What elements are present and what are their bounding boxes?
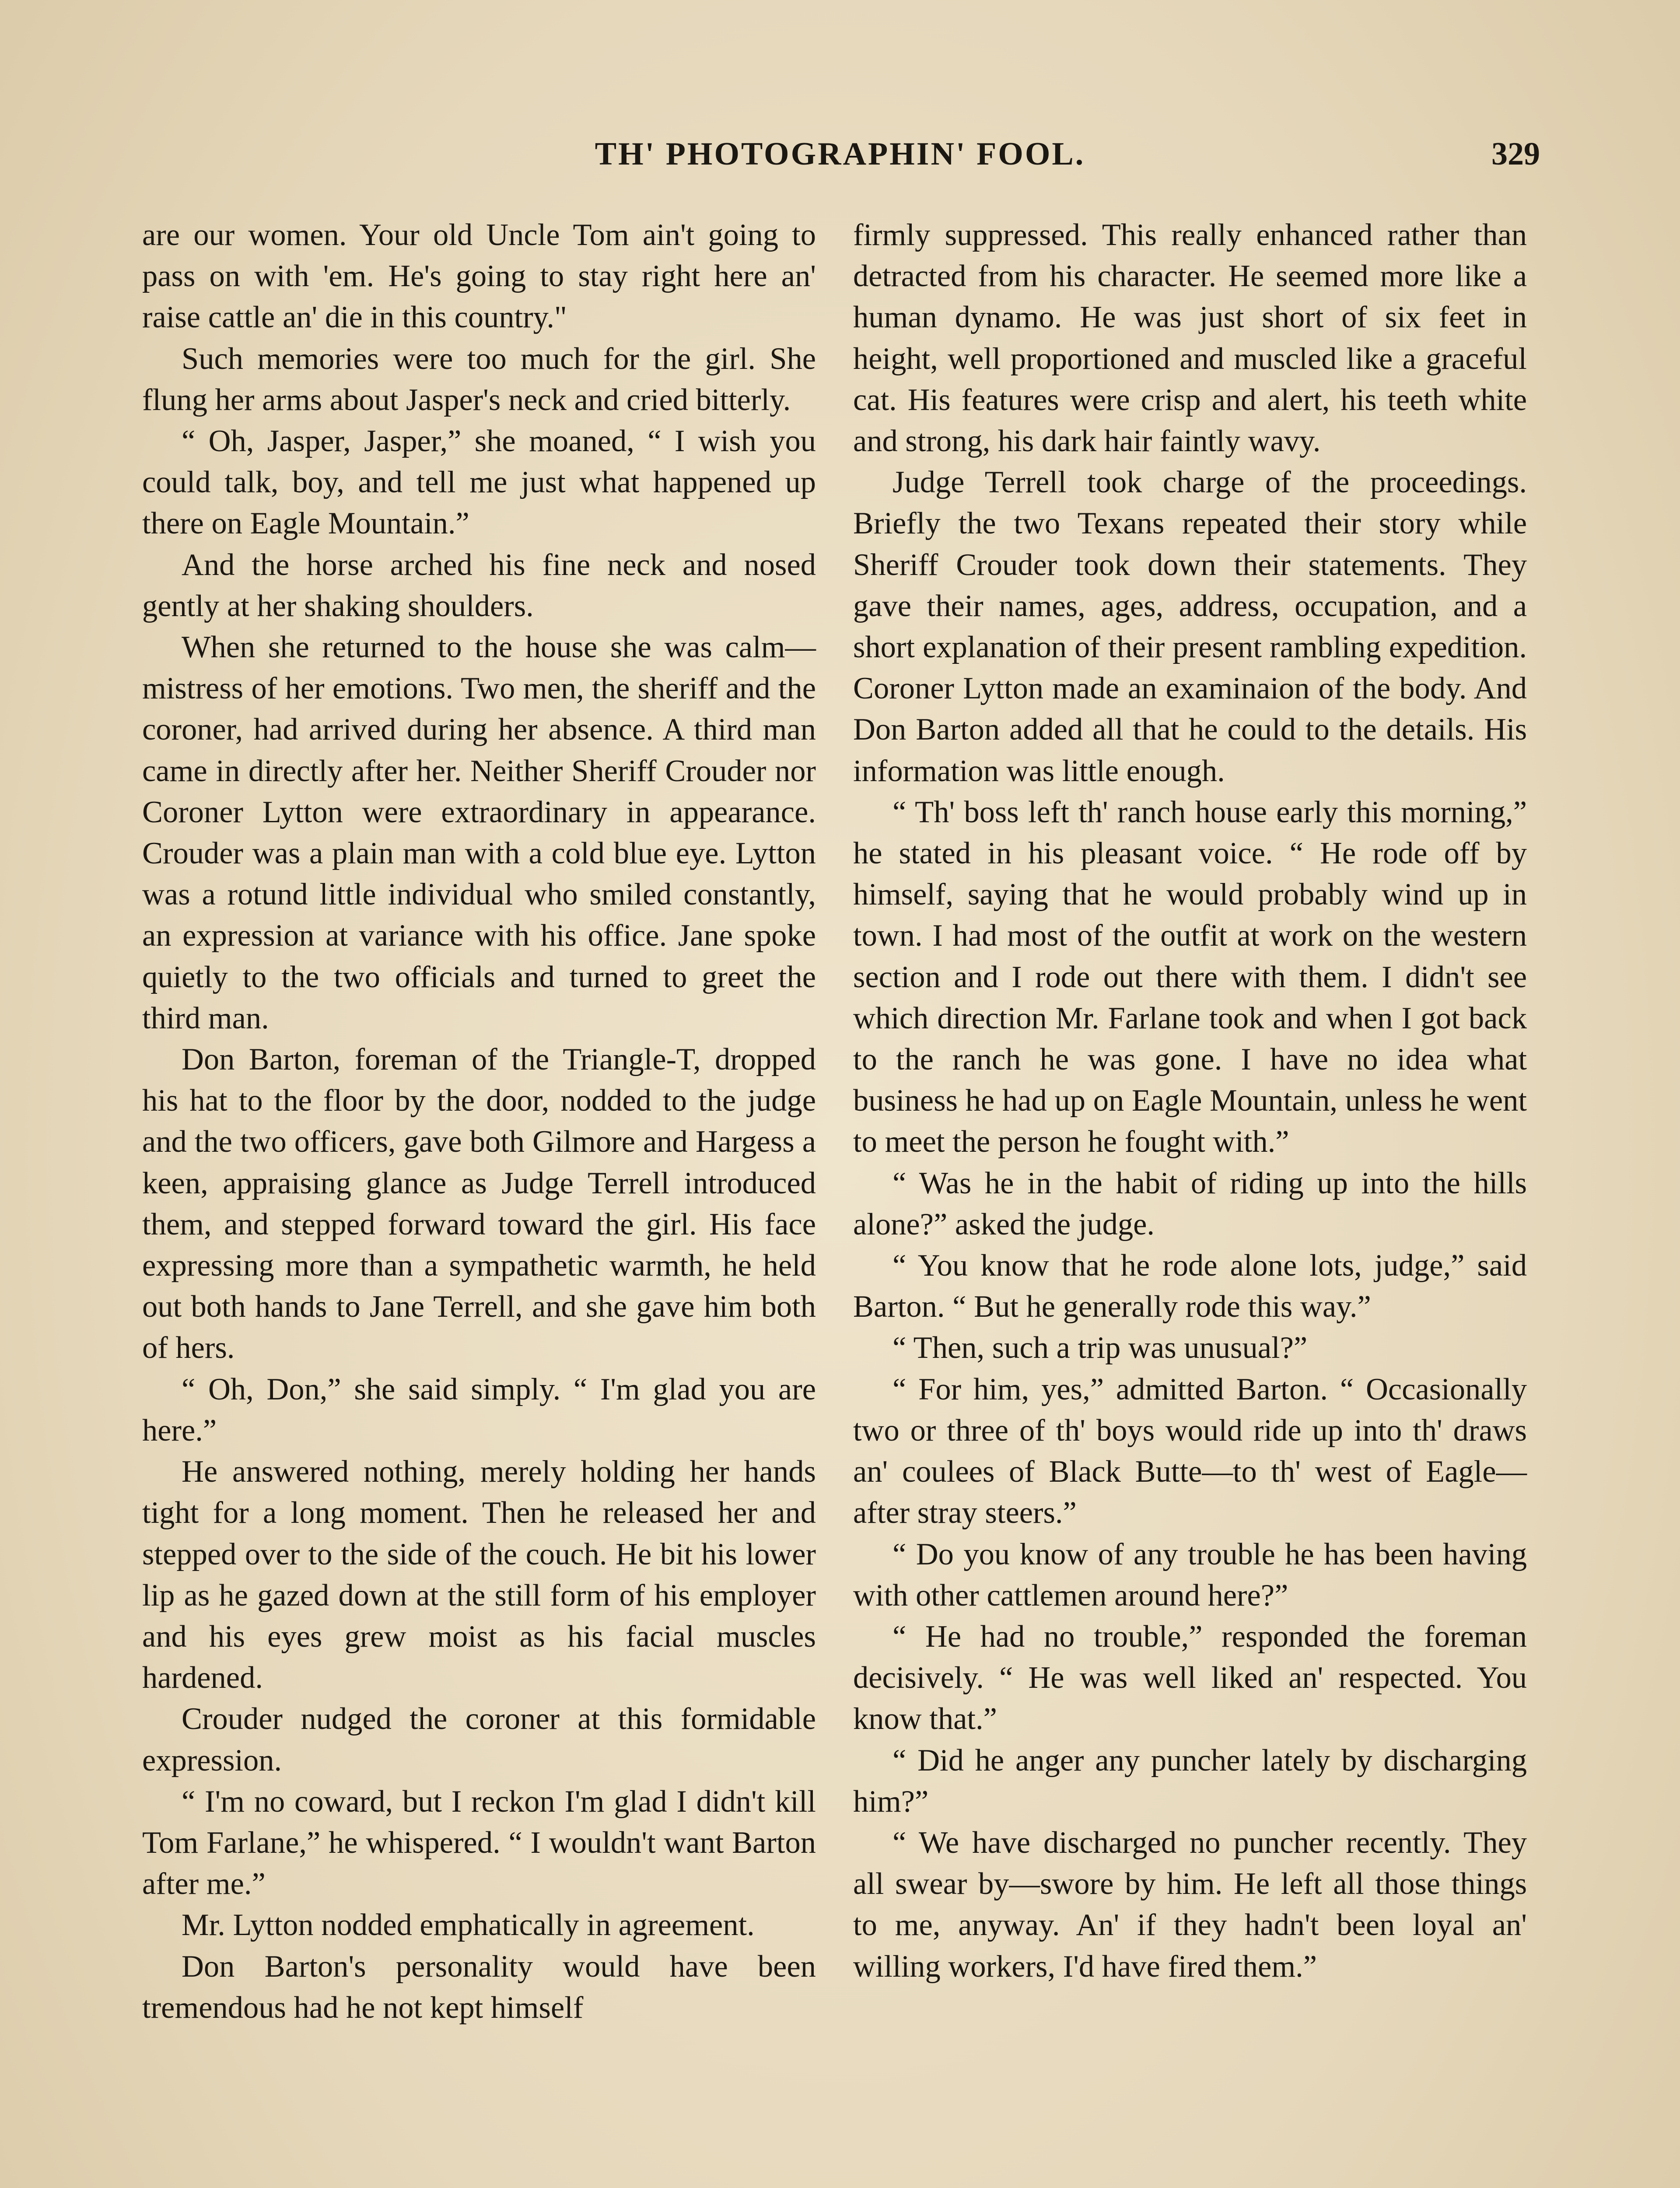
paragraph: are our women. Your old Uncle Tom ain't going to pass on with 'em. He's going to stay right here an' raise cattle an' die in this country." [142,218,816,335]
paragraph: Don Barton's personality would have been tremendous had he not kept himself [142,1949,816,2025]
paragraph: “ Then, such a trip was unusual?” [892,1331,1308,1365]
paragraph: Crouder nudged the coroner at this formidable expression. [142,1702,816,1778]
paragraph: “ Oh, Don,” she said simply. “ I'm glad you are here.” [142,1372,816,1448]
page-number: 329 [1491,136,1540,172]
paragraph: Mr. Lytton nodded emphatically in agreement. [182,1908,755,1943]
left-column [142,214,816,2028]
paragraph: He answered nothing, merely holding her hands tight for a long moment. Then he released her and stepped over to the side of the couch. He bit his lower lip as he gazed down at the still form of his employer and his eyes grew moist as his facial muscles hardened. [142,1455,816,1695]
paragraph: Don Barton, foreman of the Triangle-T, dropped his hat to the floor by the door, nodded to the judge and the two officers, gave both Gilmore and Hargess a keen, appraising glance as Judge Terrell introduced them, and stepped forward toward the girl. His face expressing more than a sympathetic warmth, he held out both hands to Jane Terrell, and she gave him both of hers. [142,1042,816,1365]
paragraph: “ We have discharged no puncher recently. They all swear by—swore by him. He left all those things to me, anyway. An' if they hadn't been loyal an' willing workers, I'd have fired them.” [853,1825,1527,1984]
paragraph: “ Do you know of any trouble he has been having with other cattlemen around here?” [853,1537,1527,1613]
paragraph: “ Th' boss left th' ranch house early this morning,” he stated in his pleasant voice. “ He rode off by himself, saying that he would probably wind up in town. I had most of the outfit at work on the western section and I rode out there with them. I didn't see which direction Mr. Farlane took and when I got back to the ranch he was gone. I have no idea what business he had up on Eagle Mountain, unless he went to meet the person he fought with.” [853,795,1527,1159]
paragraph: “ He had no trouble,” responded the foreman decisively. “ He was well liked an' respected. You know that.” [853,1619,1527,1736]
paragraph: Judge Terrell took charge of the proceedings. Briefly the two Texans repeated their story while Sheriff Crouder took down their statements. They gave their names, ages, address, occupation, and a short explanation of their present rambling expedition. Coroner Lytton made an examinaion of the body. And Don Barton added all that he could to the details. His information was little enough. [853,465,1527,788]
paragraph: “ Did he anger any puncher lately by discharging him?” [853,1743,1527,1819]
paragraph: Such memories were too much for the girl. She flung her arms about Jasper's neck and cried bitterly. [142,341,816,417]
paragraph: And the horse arched his fine neck and nosed gently at her shaking shoulders. [142,547,816,623]
running-title: TH' PHOTOGRAPHIN' FOOL. [595,136,1085,172]
paragraph: When she returned to the house she was calm—mistress of her emotions. Two men, the sheriff and the coroner, had arrived during her absence. A third man came in directly after her. Neither Sheriff Crouder nor Coroner Lytton were extraordinary in appearance. Crouder was a plain man with a cold blue eye. Lytton was a rotund little individual who smiled constantly, an expression at variance with his office. Jane spoke quietly to the two officials and turned to greet the third man. [142,630,816,1035]
right-column [853,214,1527,1987]
paragraph: “ For him, yes,” admitted Barton. “ Occasionally two or three of th' boys would ride up into th' draws an' coulees of Black Butte—to th' west of Eagle—after stray steers.” [853,1372,1527,1530]
paragraph: “ I'm no coward, but I reckon I'm glad I didn't kill Tom Farlane,” he whispered. “ I wouldn't want Barton after me.” [142,1784,816,1901]
page-header [140,136,1540,188]
paragraph: “ Oh, Jasper, Jasper,” she moaned, “ I wish you could talk, boy, and tell me just what happened up there on Eagle Mountain.” [142,424,816,541]
paragraph: “ Was he in the habit of riding up into the hills alone?” asked the judge. [853,1166,1527,1241]
paragraph: “ You know that he rode alone lots, judge,” said Barton. “ But he generally rode this way.” [853,1248,1527,1324]
paragraph: firmly suppressed. This really enhanced rather than detracted from his character. He seemed more like a human dynamo. He was just short of six feet in height, well proportioned and muscled like a graceful cat. His features were crisp and alert, his teeth white and strong, his dark hair faintly wavy. [853,218,1527,459]
